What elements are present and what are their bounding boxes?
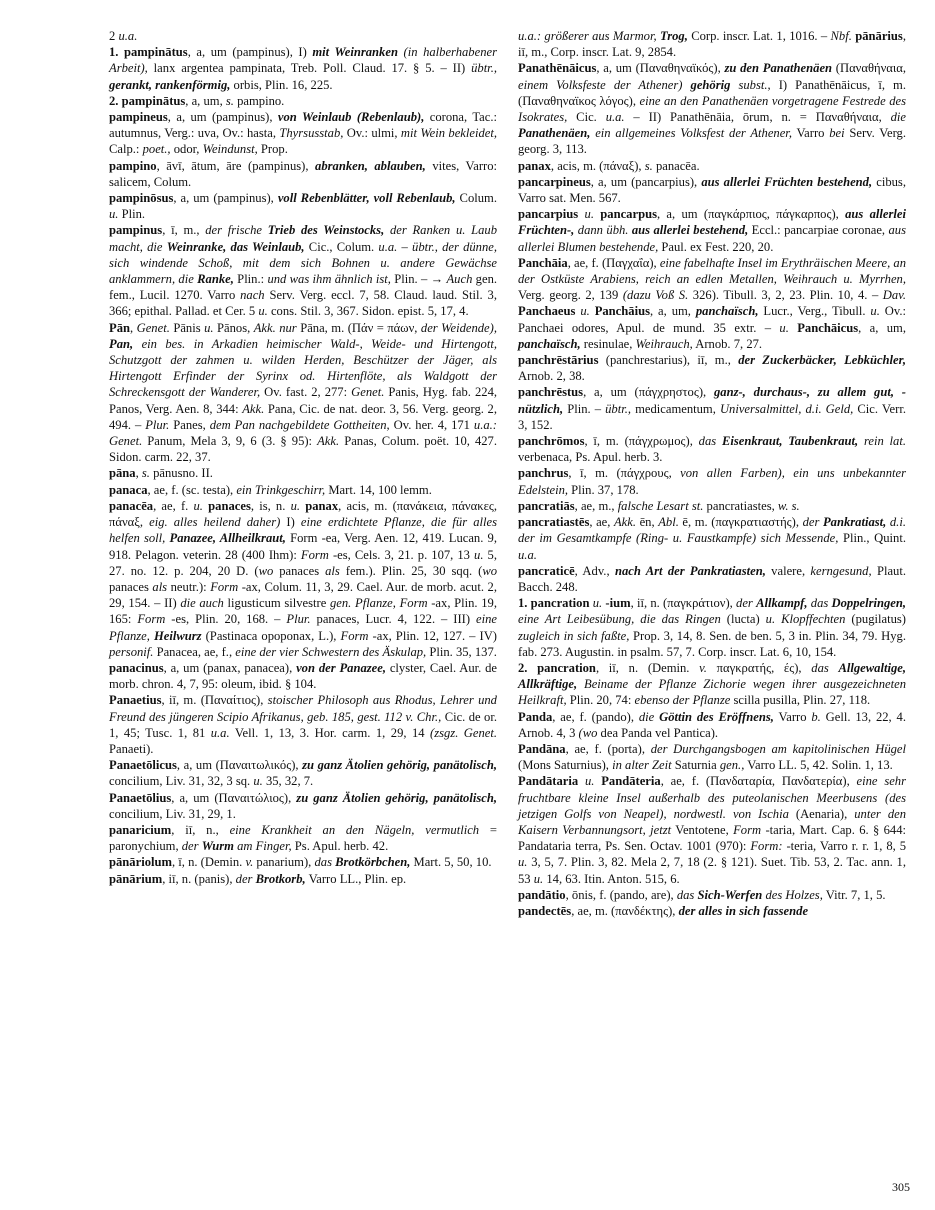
dictionary-entry: Pandāna, ae, f. (porta), der Durchgangsbogen am kapitolinischen Hügel (Mons Saturnius), in alter Zeit Saturnia gen., Varro LL. 5, 42. Solin. 1, 13. [518, 741, 907, 773]
dictionary-entry: panaca, ae, f. (sc. testa), ein Trinkgeschirr, Mart. 14, 100 lemm. [109, 482, 432, 497]
dictionary-entry: 2 u.a. [109, 29, 138, 43]
dictionary-entry: panacēa, ae, f. u. panaces, is, n. u. panax, acis, m. (πανάκεια, πάνακες, πάναξ, eig. alles heilend daher) I) eine erdichtete Pflanze, die für alles helfen soll, Panazee, Allheilkraut, Form -ea, Verg. Aen. 12, 419. Lucan. 9, 918. Pelagon. veterin. 28 (400 Ihm): Form -es, Cels. 3, 21. p. 107, 13 u. 5, 27. no. 12. p. 204, 20 D. (wo panaces als fem.). Plin. 25, 30 sqq. (wo panaces als neutr.): Form -ax, Colum. 11, 3, 29. Cael. Aur. de morb. acut. 2, 29, 154. – II) die auch ligusticum silvestre gen. Pflanze, Form -ax, Plin. 19, 165: Form -es, Plin. 20, 168. – Plur. panaces, Lucr. 4, 122. – III) eine Pflanze, Heilwurz (Pastinaca opoponax, L.), Form -ax, Plin. 12, 127. – IV) personif. Panacea, ae, f., eine der vier Schwestern des Äskulap, Plin. 35, 137. [109, 498, 498, 659]
dictionary-entry: 2. pancration, iī, n. (Demin. v. παγκρατής, ές), das Allgewaltige, Allkräftige, Beiname der Pflanze Zichorie wegen ihrer ausgezeichneten Heilkraft, Plin. 20, 74: ebenso der Pflanze scilla pusilla, Plin. 27, 118. [518, 660, 906, 708]
right-column [518, 28, 906, 919]
dictionary-entry: Panathēnāicus, a, um (Παναθηναϊκός), zu den Panathenäen (Παναθήναια, einem Volksfeste der Athener) gehörig subst., I) Panathēnāicus, ī, m. (Παναθηναϊκος λόγος), eine an den Panathenäen vorgetragene Festrede des Isokrates, Cic. u.a. – II) Panathēnāia, ōrum, n. = Παναθήναια, die Panathenäen, ein allgemeines Volksfest der Athener, Varro bei Serv. Verg. georg. 3, 113. [518, 61, 907, 157]
dictionary-entry: pancarpineus, a, um (pancarpius), aus allerlei Früchten bestehend, cibus, Varro sat. Men. 567. [518, 174, 906, 206]
dictionary-entry: pampino, āvī, ātum, āre (pampinus), abranken, ablauben, vites, Varro: salicem, Colum. [109, 158, 497, 189]
dictionary-entry: pānāriolum, ī, n. (Demin. v. panarium), das Brotkörbchen, Mart. 5, 50, 10. [109, 855, 492, 870]
dictionary-entry: Panaetōlius, a, um (Παναιτώλιος), zu ganz Ätolien gehörig, panätolisch, concilium, Liv. 31, 29, 1. [109, 790, 497, 821]
left-column [109, 28, 497, 887]
dictionary-entry: u.a.: größerer aus Marmor, Trog, Corp. inscr. Lat. 1, 1016. – Nbf. pānārius, iī, m., Corp. inscr. Lat. 9, 2854. [518, 29, 906, 60]
dictionary-entry: pancratiās, ae, m., falsche Lesart st. pancratiastes, w. s. [518, 498, 800, 513]
dictionary-entry: pancratiastēs, ae, Akk. ēn, Abl. ē, m. (παγκρατιαστής), der Pankratiast, d.i. der im Gesamtkampfe (Ring- u. Faustkampfe) sich Messende, Plin., Quint. u.a. [518, 515, 906, 562]
dictionary-entry: panaricium, iī, n., eine Krankheit an den Nägeln, vermutlich = paronychium, der Wurm am Finger, Ps. Apul. herb. 42. [109, 822, 497, 854]
dictionary-entry: Panchāia, ae, f. (Παγχαΐα), eine fabelhafte Insel im Erythräischen Meere, an der Ostküste Arabiens, reich an edlen Metallen, Weihrauch u. Myrrhen, Verg. georg. 2, 139 (dazu Voß S. 326). Tibull. 3, 2, 23. Plin. 10, 4. – Dav. Panchaeus u. Panchāius, a, um, panchaïsch, Lucr., Verg., Tibull. u. Ov.: Panchaei odores, Apul. de mund. 35 extr. – u. Panchāicus, a, um, panchaïsch, resinulae, Weihrauch, Arnob. 7, 27. [518, 255, 906, 351]
dictionary-entry: panchrēstus, a, um (πάγχρηστος), ganz-, durchaus-, zu allem gut, -nützlich, Plin. – übtr., medicamentum, Universalmittel, d.i. Geld, Cic. Verr. 3, 152. [518, 385, 906, 432]
dictionary-entry: 1. pancration u. -ium, iī, n. (παγκράτιον), der Allkampf, das Doppelringen, eine Art Leibesübung, die das Ringen (lucta) u. Klopffechten (pugilatus) zugleich in sich faßte, Prop. 3, 14, 8. Sen. de ben. 5, 3 in. Plin. 34, 79. Hyg. fab. 273. Augustin. in psalm. 57, 7. Corp. inscr. Lat. 6, 10, 154. [518, 596, 907, 659]
dictionary-entry: Panda, ae, f. (pando), die Göttin des Eröffnens, Varro b. Gell. 13, 22, 4. Arnob. 4, 3 (wo dea Panda vel Pantica). [518, 709, 906, 740]
dictionary-entry: pandectēs, ae, m. (πανδέκτης), der alles in sich fassende [518, 903, 809, 918]
dictionary-entry: Panaetius, iī, m. (Παναίτιος), stoischer Philosoph aus Rhodus, Lehrer und Freund des jüngeren Scipio Afrikanus, geb. 185, gest. 112 v. Chr., Cic. de or. 1, 45; Tusc. 1, 81 u.a. Vell. 1, 13, 3. Hor. carm. 1, 29, 14 (zsgz. Genet. Panaeti). [109, 693, 497, 756]
dictionary-entry: pancarpius u. pancarpus, a, um (παγκάρπιος, πάγκαρπος), aus allerlei Früchten-, dann übh. aus allerlei bestehend, Eccl.: pancarpiae coronae, aus allerlei Blumen bestehende, Paul. ex Fest. 220, 20. [518, 207, 907, 254]
dictionary-entry: pāna, s. pānusno. II. [109, 466, 213, 481]
dictionary-entry: panax, acis, m. (πάναξ), s. panacēa. [518, 158, 700, 173]
dictionary-entry: panchrus, ī, m. (πάγχρους, von allen Farben), ein uns unbekannter Edelstein, Plin. 37, 178. [518, 466, 906, 497]
dictionary-entry: pampinus, ī, m., der frische Trieb des Weinstocks, der Ranken u. Laub macht, die Weinranke, das Weinlaub, Cic., Colum. u.a. – übtr., der dünne, sich windende Schoß, mit dem sich Bohnen u. andere Gewächse anklammern, die Ranke, Plin.: und was ihm ähnlich ist, Plin. – → Auch gen. fem., Lucil. 1270. Varro nach Serv. Verg. eccl. 7, 58. Claud. laud. Stil. 3, 366; epithal. Pallad. et Cer. 5 u. cons. Stil. 3, 367. Sidon. epist. 5, 17, 4. [109, 223, 498, 319]
dictionary-entry: panacinus, a, um (panax, panacea), von der Panazee, clyster, Cael. Aur. de morb. chron. 4, 7, 95: oleum, ibid. § 104. [109, 660, 498, 692]
page-number: 305 [892, 1180, 910, 1194]
dictionary-entry: Panaetōlicus, a, um (Παναιτωλικός), zu ganz Ätolien gehörig, panätolisch, concilium, Liv. 31, 32, 3 sq. u. 35, 32, 7. [109, 758, 497, 789]
dictionary-entry: pancraticē, Adv., nach Art der Pankratiasten, valere, kerngesund, Plaut. Bacch. 248. [518, 563, 907, 594]
dictionary-entry: pānārium, iī, n. (panis), der Brotkorb, Varro LL., Plin. ep. [109, 871, 407, 886]
dictionary-entry: 2. pampinātus, a, um, s. pampino. [109, 93, 285, 108]
dictionary-entry: pandātio, ōnis, f. (pando, are), das Sich-Werfen des Holzes, Vitr. 7, 1, 5. [518, 887, 886, 902]
dictionary-entry: Pān, Genet. Pānis u. Pānos, Akk. nur Pāna, m. (Πάν = πάων, der Weidende), Pan, ein bes. in Arkadien heimischer Wald-, Weide- und Hirtengott, Schutzgott der zahmen u. wilden Herden, Beschützer der Jäger, als Hirtengott Erfinder der Syrinx od. Hirtenflöte, als Waldgott der Schreckensgott der Wanderer, Ov. fast. 2, 277: Genet. Panis, Hyg. fab. 224, Panos, Verg. Aen. 8, 344: Akk. Pana, Cic. de nat. deor. 3, 56. Verg. georg. 2, 494. – Plur. Panes, dem Pan nachgebildete Gottheiten, Ov. her. 4, 171 u.a.: Genet. Panum, Mela 3, 9, 6 (3. § 95): Akk. Panas, Colum. poët. 10, 427. Sidon. carm. 22, 37. [109, 320, 498, 465]
dictionary-entry: panchrōmos, ī, m. (πάγχρωμος), das Eisenkraut, Taubenkraut, rein lat. verbenaca, Ps. Apul. herb. 3. [518, 434, 906, 465]
dictionary-entry: pampinōsus, a, um (pampinus), voll Rebenblätter, voll Rebenlaub, Colum. u. Plin. [109, 191, 497, 222]
dictionary-entry: pampineus, a, um (pampinus), von Weinlaub (Rebenlaub), corona, Tac.: autumnus, Verg.: uva, Ov.: hasta, Thyrsusstab, Ov.: ulmi, mit Wein bekleidet, Calp.: poet., odor, Weindunst, Prop. [109, 110, 497, 157]
dictionary-entry: panchrēstārius (panchrestarius), iī, m., der Zuckerbäcker, Lebküchler, Arnob. 2, 38. [518, 353, 906, 384]
dictionary-entry: 1. pampinātus, a, um (pampinus), I) mit Weinranken (in halberhabener Arbeit), lanx argentea pampinata, Treb. Poll. Claud. 17. § 5. – II) übtr., gerankt, rankenförmig, orbis, Plin. 16, 225. [109, 45, 497, 92]
dictionary-entry: Pandātaria u. Pandāteria, ae, f. (Πανδαταρία, Πανδατερία), eine sehr fruchtbare kleine Insel außerhalb des puteolanischen Meerbusens (des jetzigen Golfs von Neapel), nordwestl. von Ischia (Aenaria), unter den Kaisern Verbannungsort, jetzt Ventotene, Form -taria, Mart. Cap. 6. § 644: Pandataria terra, Ps. Sen. Octav. 1001 (970): Form: -teria, Varro r. r. 1, 8, 5 u. 3, 5, 7. Plin. 3, 82. Mela 2, 7, 18 (2. § 121). Suet. Tib. 53, 2. Tac. ann. 1, 53 u. 14, 63. Itin. Anton. 515, 6. [518, 774, 907, 886]
